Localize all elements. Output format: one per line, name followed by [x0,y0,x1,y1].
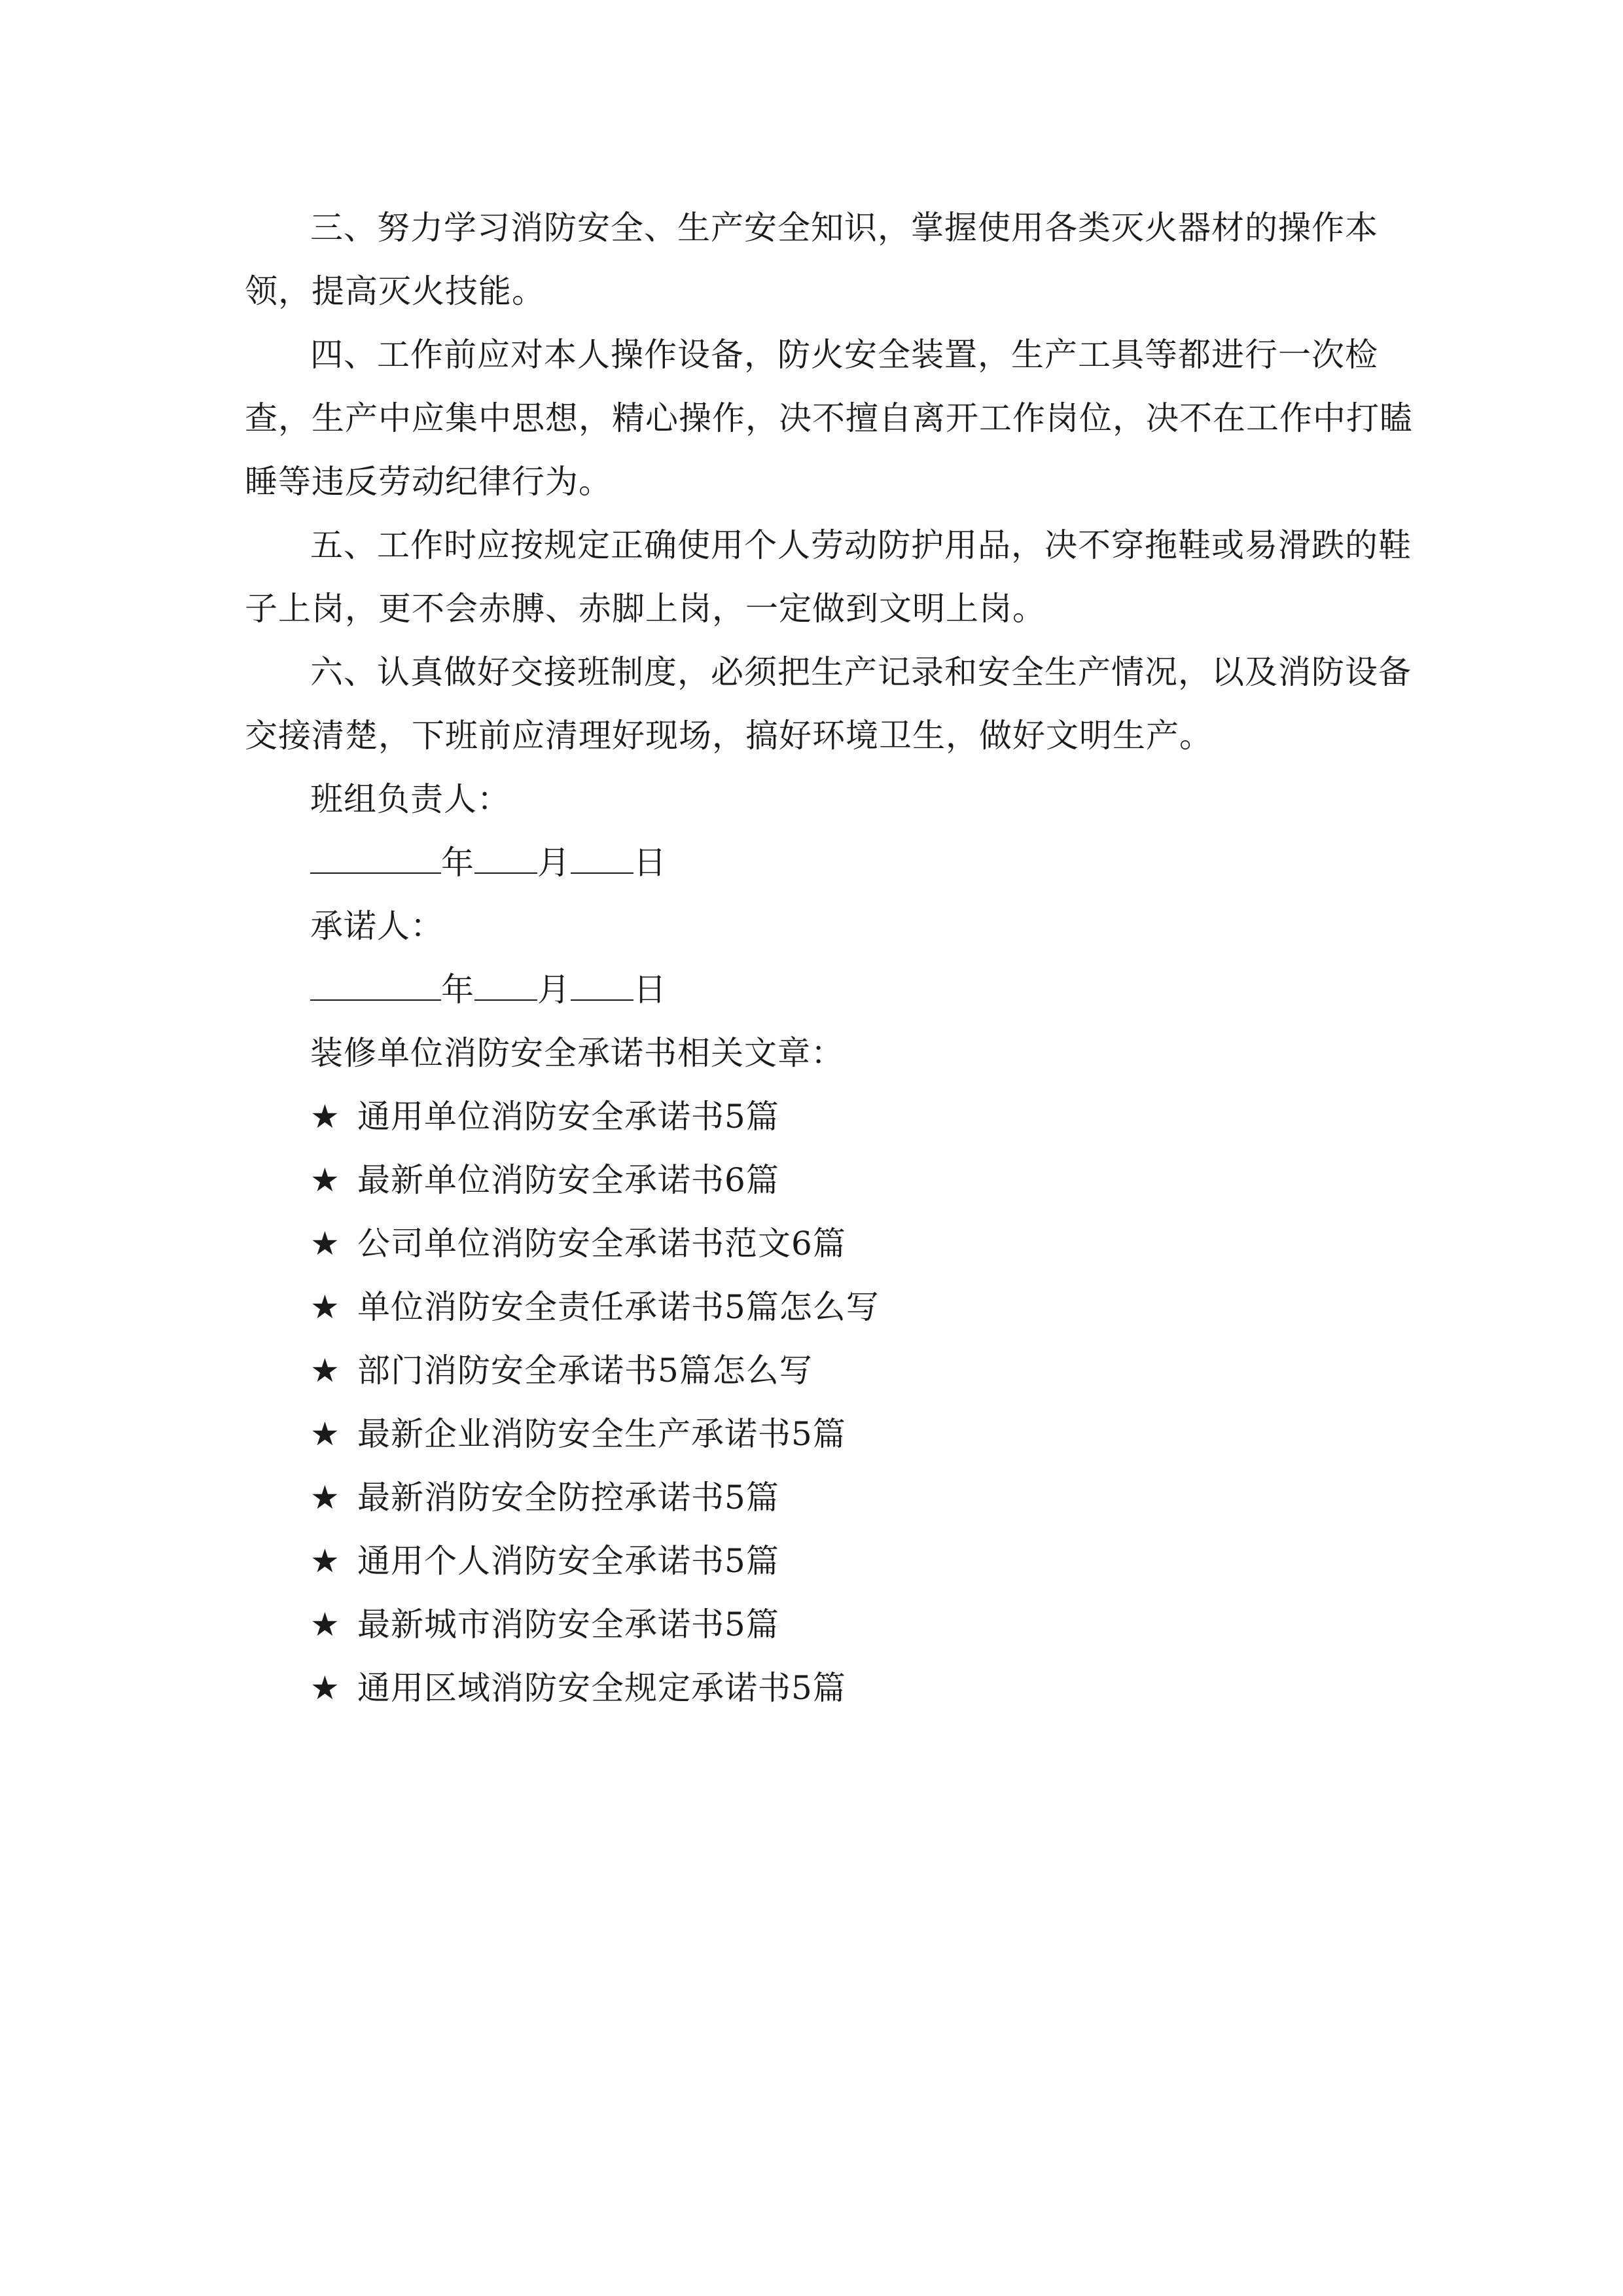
related-article-link[interactable] [245,1593,1423,1657]
related-article-title: 单位消防安全责任承诺书5篇怎么写 [357,1288,880,1326]
month-label: 月 [537,971,571,1009]
related-article-title: 最新单位消防安全承诺书6篇 [357,1161,779,1199]
star-icon: ★ [310,1542,340,1580]
paragraph-5: 五、工作时应按规定正确使用个人劳动防护用品，决不穿拖鞋或易滑跌的鞋子上岗，更不会赤膊、赤脚上岗，一定做到文明上岗。 [245,526,1412,628]
day-blank [571,842,633,874]
related-article-link[interactable] [245,1149,1423,1212]
star-icon: ★ [310,1479,340,1516]
related-article-title: 通用个人消防安全承诺书5篇 [357,1542,779,1580]
related-article-link[interactable] [245,1339,1423,1403]
day-blank [571,969,633,1001]
star-icon: ★ [310,1415,340,1453]
document-body [245,196,1423,1720]
year-label: 年 [441,971,474,1009]
day-label: 日 [633,971,667,1009]
related-article-link[interactable] [245,1276,1423,1339]
related-article-link[interactable] [245,1403,1423,1466]
related-article-link[interactable] [245,1212,1423,1276]
promiser-date-line [245,958,1423,1022]
related-article-link[interactable] [245,1657,1423,1720]
star-icon: ★ [310,1161,340,1199]
team-leader-label: 班组负责人： [310,780,510,818]
paragraph-4: 四、工作前应对本人操作设备，防火安全装置，生产工具等都进行一次检查，生产中应集中思想，精心操作，决不擅自离开工作岗位，决不在工作中打瞌睡等违反劳动纪律行为。 [245,336,1413,501]
star-icon: ★ [310,1352,340,1390]
star-icon: ★ [310,1669,340,1707]
month-label: 月 [537,844,571,882]
related-article-title: 公司单位消防安全承诺书范文6篇 [357,1225,846,1263]
related-article-title: 部门消防安全承诺书5篇怎么写 [357,1352,813,1390]
star-icon: ★ [310,1225,340,1263]
day-label: 日 [633,844,667,882]
year-blank [310,969,441,1001]
related-article-link[interactable] [245,1085,1423,1149]
year-label: 年 [441,844,474,882]
paragraph-6: 六、认真做好交接班制度，必须把生产记录和安全生产情况，以及消防设备交接清楚，下班前应清理好现场，搞好环境卫生，做好文明生产。 [245,653,1412,755]
month-blank [474,969,537,1001]
paragraph-3: 三、努力学习消防安全、生产安全知识，掌握使用各类灭火器材的操作本领，提高灭火技能。 [245,209,1378,310]
related-article-link[interactable] [245,1466,1423,1530]
star-icon: ★ [310,1605,340,1643]
related-articles-list [245,1085,1423,1720]
related-article-title: 通用单位消防安全承诺书5篇 [357,1098,779,1136]
promiser-label: 承诺人： [310,907,444,945]
star-icon: ★ [310,1288,340,1326]
related-article-title: 最新城市消防安全承诺书5篇 [357,1605,779,1643]
related-article-link[interactable] [245,1530,1423,1593]
related-heading: 装修单位消防安全承诺书相关文章： [310,1034,844,1072]
team-leader-date-line [245,831,1423,895]
related-article-title: 通用区域消防安全规定承诺书5篇 [357,1669,846,1707]
related-article-title: 最新企业消防安全生产承诺书5篇 [357,1415,846,1453]
month-blank [474,842,537,874]
related-article-title: 最新消防安全防控承诺书5篇 [357,1479,779,1516]
year-blank [310,842,441,874]
star-icon: ★ [310,1098,340,1136]
